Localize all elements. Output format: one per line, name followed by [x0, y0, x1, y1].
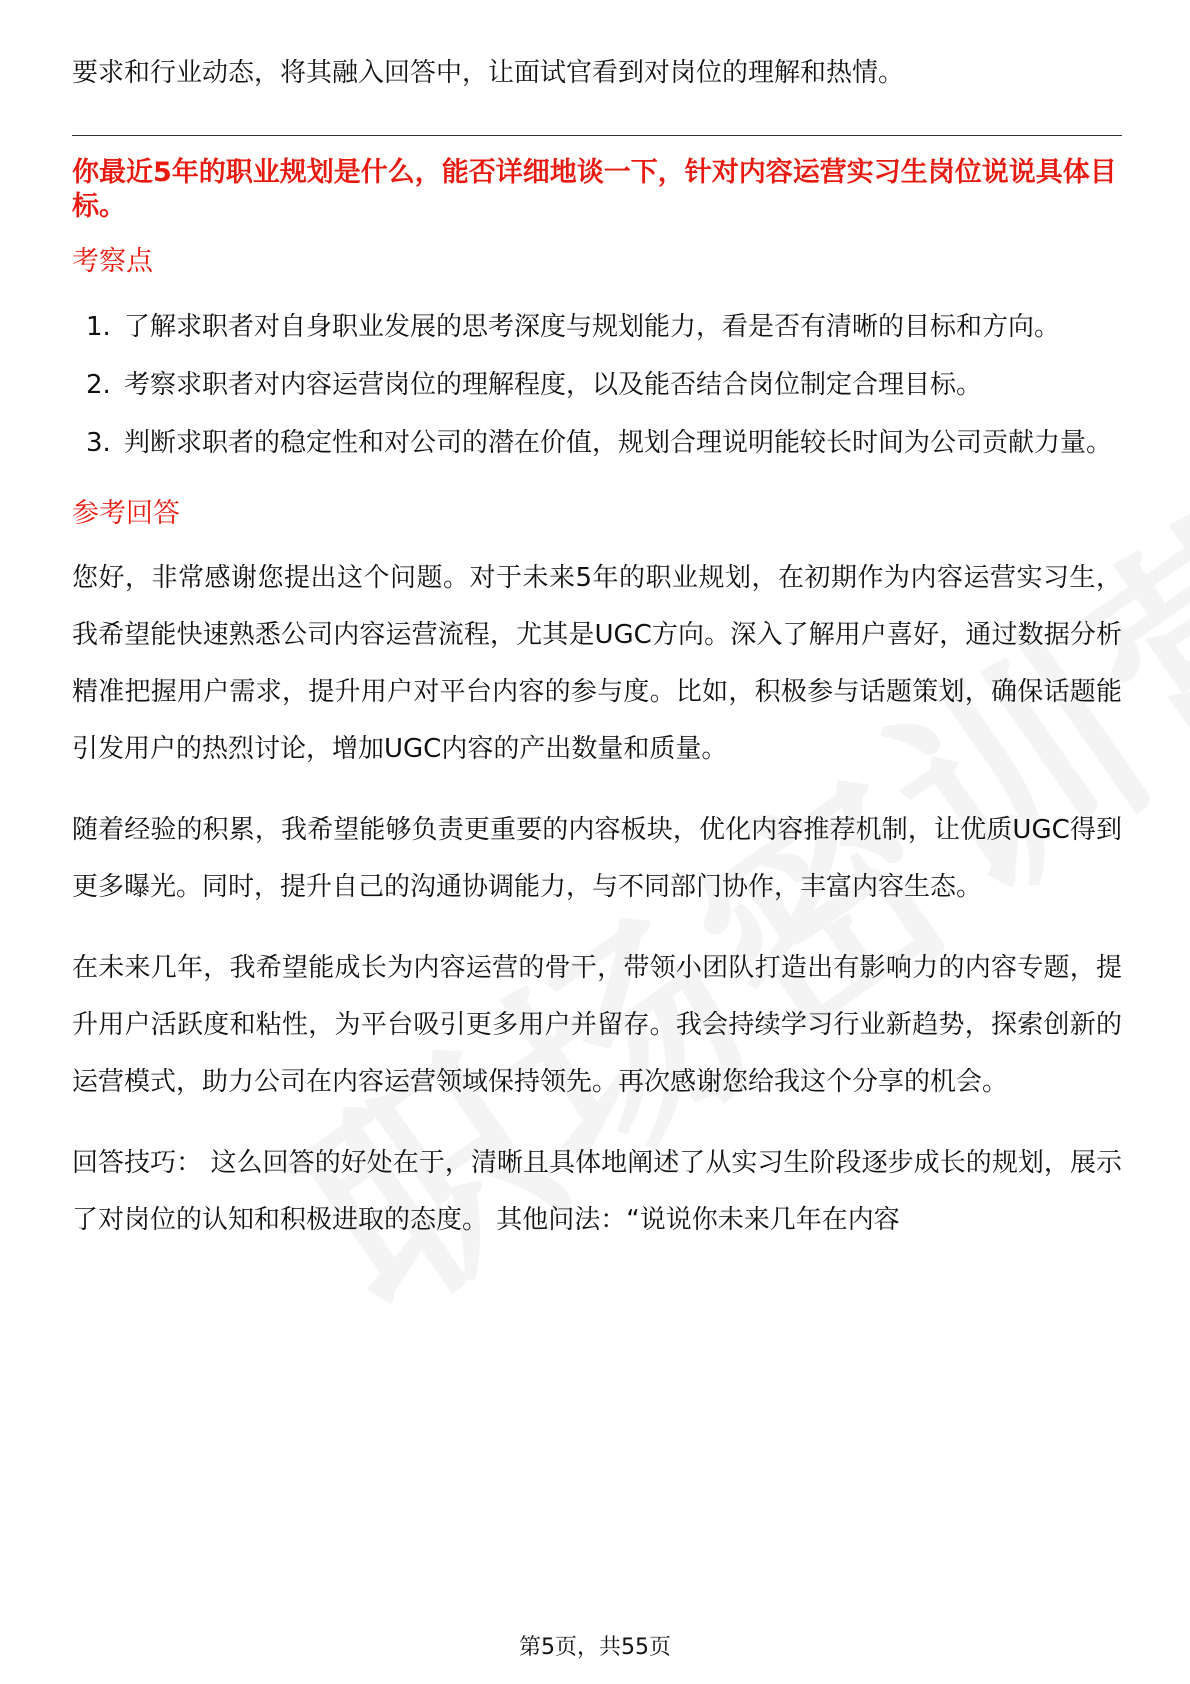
answer-paragraph: 随着经验的积累，我希望能够负责更重要的内容板块，优化内容推荐机制，让优质UGC得到更多曝光。同时，提升自己的沟通协调能力，与不同部门协作，丰富内容生态。: [72, 815, 1122, 902]
section-divider: [72, 135, 1122, 136]
page-footer: 第5页，共55页: [519, 1635, 671, 1660]
assessment-points-list: [72, 298, 1122, 472]
intro-continuation: 要求和行业动态，将其融入回答中，让面试官看到对岗位的理解和热情。: [72, 58, 905, 88]
page-content: [72, 44, 1122, 1273]
answer-tips-paragraph: 回答技巧： 这么回答的好处在于，清晰且具体地阐述了从实习生阶段逐步成长的规划，展示了对岗位的认知和积极进取的态度。 其他问法：“说说你未来几年在内容: [72, 1148, 1122, 1235]
answer-paragraph: 在未来几年，我希望能成长为内容运营的骨干，带领小团队打造出有影响力的内容专题，提升用户活跃度和粘性，为平台吸引更多用户并留存。我会持续学习行业新趋势，探索创新的运营模式，助力公司在内容运营领域保持领先。再次感谢您给我这个分享的机会。: [72, 953, 1122, 1097]
assessment-point: [72, 414, 1122, 472]
point-text: 判断求职者的稳定性和对公司的潜在价值，规划合理说明能较长时间为公司贡献力量。: [124, 428, 1113, 458]
point-number: 2.: [86, 370, 111, 400]
point-number: 3.: [86, 428, 111, 458]
point-number: 1.: [86, 312, 111, 342]
assessment-title: 考察点: [72, 246, 153, 277]
interview-question: 你最近5年的职业规划是什么，能否详细地谈一下，针对内容运营实习生岗位说说具体目标。: [72, 157, 1117, 222]
point-text: 了解求职者对自身职业发展的思考深度与规划能力，看是否有清晰的目标和方向。: [124, 312, 1061, 342]
point-text: 考察求职者对内容运营岗位的理解程度，以及能否结合岗位制定合理目标。: [124, 370, 983, 400]
assessment-point: [72, 356, 1122, 414]
reference-answer-title: 参考回答: [72, 498, 180, 529]
assessment-point: [72, 298, 1122, 356]
answer-paragraph: 您好，非常感谢您提出这个问题。对于未来5年的职业规划，在初期作为内容运营实习生，我希望能快速熟悉公司内容运营流程，尤其是UGC方向。深入了解用户喜好，通过数据分析精准把握用户需求，提升用户对平台内容的参与度。比如，积极参与话题策划，确保话题能引发用户的热烈讨论，增加UGC内容的产出数量和质量。: [72, 563, 1122, 764]
